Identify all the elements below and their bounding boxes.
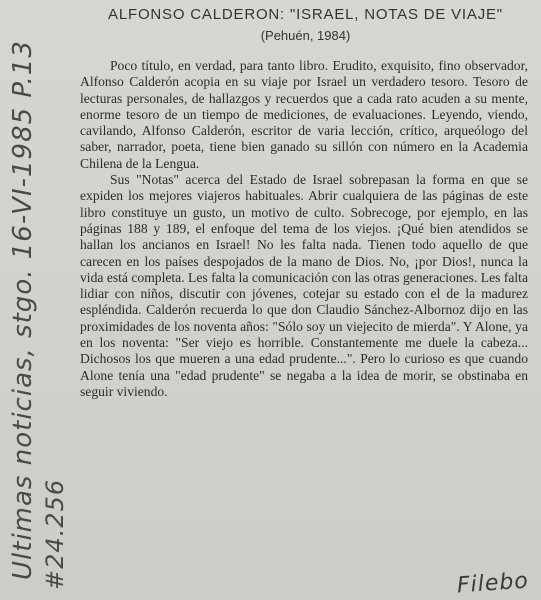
margin-note-source: Ultimas noticias, stgo. 16-VI-1985 P.13 (8, 40, 38, 580)
paragraph-1: Poco título, en verdad, para tanto libro. Erudito, exquisito, fino observador, Alfonso Calderón acopia en su viaje por Israel un verdadero tesoro. Tesoro de lecturas personales, de hallazgos y recuerdos que a cada rato acuden a su mente, enorme tesoro de un tiempo de mediciones, de evaluaciones. Leyendo, viendo, cavilando, Alfonso Calderón, escritor de varia lección, crítico, arqueólogo del saber, narrador, poeta, tiene bien ganado su sillón con número en la Academia Chilena de la Lengua. (80, 58, 528, 171)
margin-note-number: #24.256 (41, 478, 69, 590)
author-signature: Filebo (456, 568, 530, 599)
article-headline: ALFONSO CALDERON: "ISRAEL, NOTAS DE VIAJE" (108, 6, 503, 23)
article-subhead: (Pehuén, 1984) (260, 28, 351, 43)
article-body (80, 58, 528, 400)
handwritten-margin-note (2, 30, 72, 590)
paragraph-2: Sus "Notas" acerca del Estado de Israel sobrepasan la forma en que se expiden los mejores viajeros habituales. Abrir cualquiera de las páginas de este libro constituye un gusto, un motivo de culto. Sobrecoge, por ejemplo, en las páginas 188 y 189, el enfoque del tema de los viejos. ¡Qué bien atendidos se hallan los ancianos en Israel! No les falta nada. Tienen todo aquello de que carecen en los países despojados de la mano de Dios. No, ¡por Dios!, nunca la vida está completa. Les falta la comunicación con las otras generaciones. Les falta lidiar con niños, discutir con jóvenes, cotejar su estado con el de la madurez espléndida. Calderón recuerda lo que don Claudio Sánchez-Albornoz dijo en las proximidades de los noventa años: "Sólo soy un viejecito de mierda". Y Alone, ya en los noventa: "Ser viejo es horrible. Constantemente me duele la cabeza... Dichosos los que mueren a una edad prudente...". Pero lo curioso es que cuando Alone tenía una "edad prudente" se negaba a la idea de morir, se obstinaba en seguir viviendo. (80, 172, 528, 399)
